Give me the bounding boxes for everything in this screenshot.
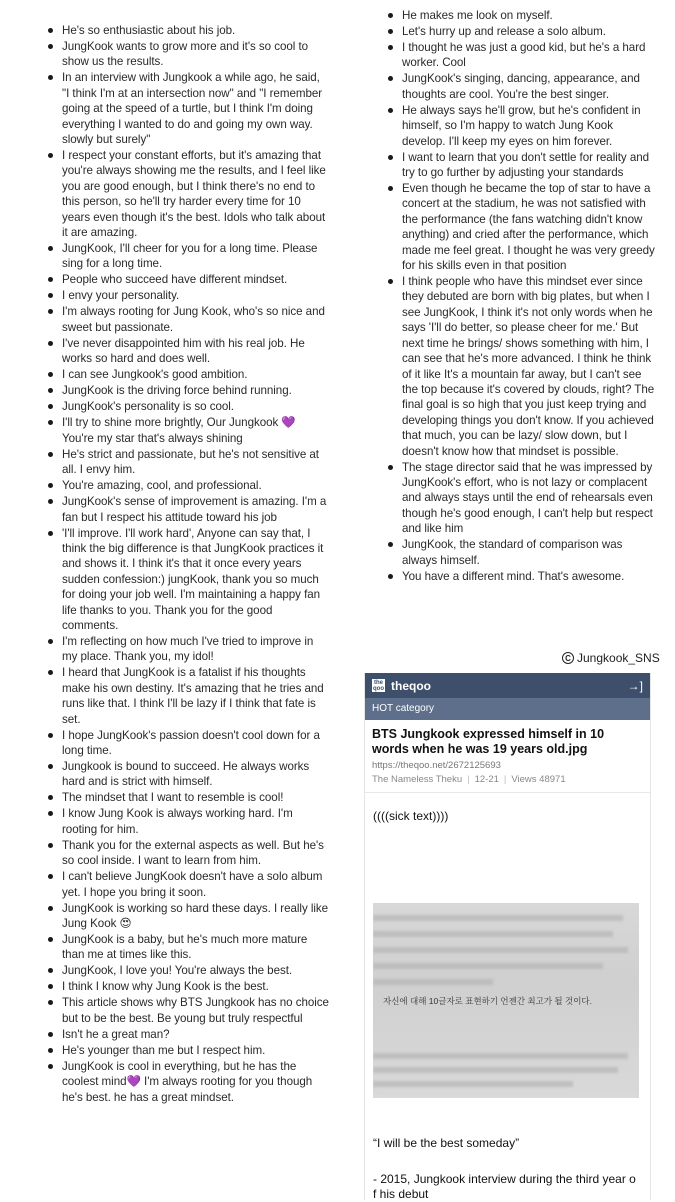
comment-item: JungKook, I'll cheer for you for a long time. Please sing for a long time. [0, 241, 336, 272]
theqoo-logo-icon[interactable]: the qoo [373, 679, 384, 692]
theqoo-header-bar [365, 673, 650, 698]
comment-item: JungKook wants to grow more and it's so cool to show us the results. [0, 39, 336, 70]
category-bar[interactable]: HOT category [365, 698, 650, 720]
comment-item: JungKook's personality is so cool. [0, 399, 336, 414]
comment-item: JungKook's sense of improvement is amazing. I'm a fan but I respect his attitude toward his job [0, 494, 336, 525]
comment-item: I'm reflecting on how much I've tried to improve in my place. Thank you, my idol! [0, 634, 336, 665]
comment-item: He always says he'll grow, but he's confident in himself, so I'm happy to watch Jung Kook develop. I'll keep my eyes on him forever. [340, 103, 675, 149]
right-comment-list [340, 0, 675, 584]
comment-item: 'I'll improve. I'll work hard', Anyone can say that, I think the big difference is that JungKook practices it and shows it. I think it's that it once every years sudden confession:) jungKook, thank you so much for doing your job well. I'm maintaining a happy fan life thanks to you. Thank you for the good comments. [0, 526, 336, 634]
comment-item: The mindset that I want to resemble is cool! [0, 790, 336, 805]
quote-source: - 2015, Jungkook interview during the third year o f his debut [373, 1172, 636, 1201]
post-url[interactable]: https://theqoo.net/2672125693 [372, 760, 501, 771]
comment-item: I'll try to shine more brightly, Our Jungkook 💜 You're my star that's always shining [0, 415, 336, 446]
comment-item: I've never disappointed him with his real job. He works so hard and does well. [0, 336, 336, 367]
post-meta: The Nameless Theku | 12-21 | Views 48971 [365, 771, 650, 793]
photo-caption: 자신에 대해 10글자로 표현하기 언젠간 최고가 될 것이다. [383, 996, 592, 1006]
comment-item: JungKook is the driving force behind running. [0, 383, 336, 398]
comment-item: JungKook is working so hard these days. I really like Jung Kook 😍 [0, 901, 336, 932]
comment-item: I think people who have this mindset ever since they debuted are born with big plates, but when I see JungKook, I think it's not only words when he says 'I'll do better, so please cheer for me.' But next time he brings/ shows something with him, I can see that he's more advanced. I think he think of it like It's a mountain far away, but I can't see the top because it's covered by clouds, right? The final goal is so high that you just keep trying and developing things you don't know. If you achieved that much, you can be lazy/ slow down, but I doesn't know how that mindset is possible. [340, 274, 675, 459]
copyright-icon: C [562, 652, 574, 664]
comment-item: He makes me look on myself. [340, 8, 675, 23]
comment-item: Jungkook is bound to succeed. He always works hard and is strict with himself. [0, 759, 336, 790]
comment-item: People who succeed have different mindset. [0, 272, 336, 287]
comment-item: In an interview with Jungkook a while ago, he said, "I think I'm at an intersection now" and "I remember going at the speed of a turtle, but I think I'm doing everything I wanted to do and going my own way. slowly but surely" [0, 70, 336, 147]
post-date: 12-21 [474, 774, 499, 785]
comment-item: Let's hurry up and release a solo album. [340, 24, 675, 39]
comment-item: I hope JungKook's passion doesn't cool down for a long time. [0, 728, 336, 759]
comment-item: He's so enthusiastic about his job. [0, 23, 336, 38]
theqoo-post-card [364, 673, 651, 1200]
comment-item: JungKook's singing, dancing, appearance, and thoughts are cool. You're the best singer. [340, 71, 675, 102]
comment-item: Even though he became the top of star to have a concert at the stadium, he was not satisfied with the performance (the fans watching didn't know anything) and cried after the performance, which made me feel great. I thought he was very greedy for his skills even in that position [340, 181, 675, 273]
right-comment-column [340, 0, 675, 1200]
login-icon[interactable]: →] [627, 678, 643, 693]
comment-item: I can't believe JungKook doesn't have a solo album yet. I hope you bring it soon. [0, 869, 336, 900]
left-comment-list [0, 0, 336, 1105]
post-author: The Nameless Theku [372, 774, 463, 785]
post-views: Views 48971 [511, 774, 566, 785]
comment-item: I can see Jungkook's good ambition. [0, 367, 336, 382]
comment-item: I respect your constant efforts, but it's amazing that you're always showing me the results, and I feel like you are good enough, but I think there's no end to this person, so he'll try harder every time for 10 years even though it's the best. Idols who talk about it are amazing. [0, 148, 336, 240]
comment-item: JungKook, I love you! You're always the best. [0, 963, 336, 978]
comment-item: The stage director said that he was impressed by JungKook's effort, who is not lazy or complacent and always stays until the end of rehearsals even though he's good enough, I can't help but respect and like him [340, 460, 675, 537]
comment-item: I heard that JungKook is a fatalist if his thoughts make his own destiny. It's amazing that he tries and runs like that. I think I'll be lazy if I think that fate is set. [0, 665, 336, 727]
comment-item: I know Jung Kook is always working hard. I'm rooting for him. [0, 806, 336, 837]
post-title: BTS Jungkook expressed himself in 10 words when he was 19 years old.jpg [372, 727, 605, 756]
comment-item: JungKook is a baby, but he's much more mature than me at times like this. [0, 932, 336, 963]
post-body [365, 793, 650, 1202]
site-name[interactable]: theqoo [391, 678, 431, 693]
quote-text: “I will be the best someday” [373, 1136, 520, 1150]
comment-item: JungKook, the standard of comparison was always himself. [340, 537, 675, 568]
comment-item: He's strict and passionate, but he's not sensitive at all. I envy him. [0, 447, 336, 478]
left-comment-column [0, 0, 336, 1200]
comment-item: Thank you for the external aspects as well. But he's so cool inside. I want to learn from him. [0, 838, 336, 869]
credit-handle: Jungkook_SNS [577, 651, 660, 665]
comment-item: He's younger than me but I respect him. [0, 1043, 336, 1058]
comment-item: I think I know why Jung Kook is the best. [0, 979, 336, 994]
interview-photo [373, 903, 639, 1098]
comment-item: I thought he was just a good kid, but he's a hard worker. Cool [340, 40, 675, 71]
comment-item: You have a different mind. That's awesome. [340, 569, 675, 584]
source-credit [562, 651, 660, 665]
comment-item: JungKook is cool in everything, but he has the coolest mind💜 I'm always rooting for you though he's best. he has a great mindset. [0, 1059, 336, 1105]
comment-item: I want to learn that you don't settle for reality and try to go further by adjusting your standards [340, 150, 675, 181]
sick-text: ((((sick text)))) [373, 809, 449, 823]
comment-item: I'm always rooting for Jung Kook, who's so nice and sweet but passionate. [0, 304, 336, 335]
comment-item: Isn't he a great man? [0, 1027, 336, 1042]
comment-item: This article shows why BTS Jungkook has no choice but to be the best. Be young but truly respectful [0, 995, 336, 1026]
comment-item: You're amazing, cool, and professional. [0, 478, 336, 493]
comment-item: I envy your personality. [0, 288, 336, 303]
